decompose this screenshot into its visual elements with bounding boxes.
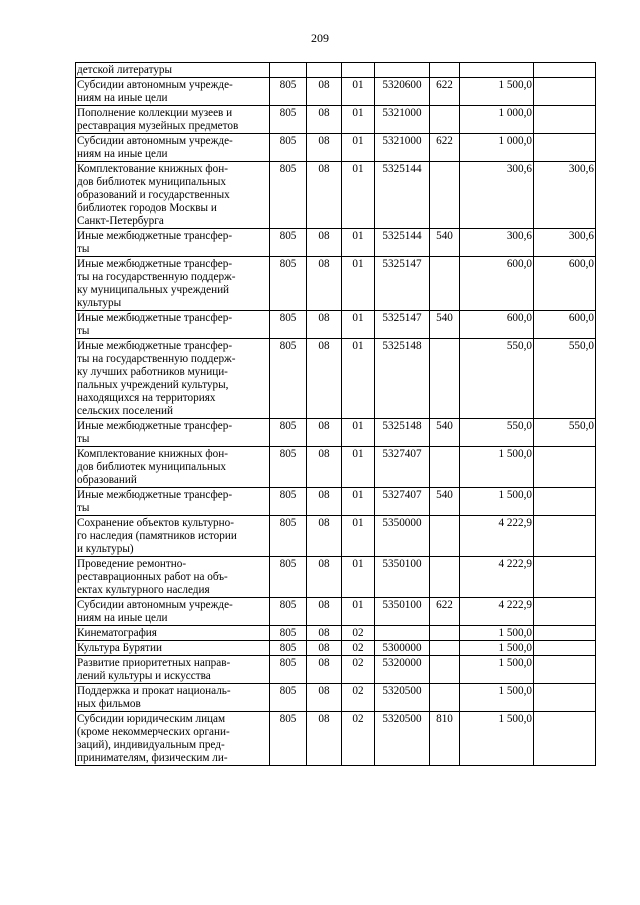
- federal-funds-cell: [534, 712, 596, 766]
- target-item-cell: [375, 63, 430, 78]
- target-item-cell: 5350000: [375, 516, 430, 557]
- amount-cell: 550,0: [460, 419, 534, 447]
- table-row: [76, 557, 596, 598]
- expense-type-cell: [430, 447, 460, 488]
- item-name-line: Комплектование книжных фон-: [77, 163, 228, 175]
- page-number: 209: [311, 31, 329, 45]
- amount-cell: 1 500,0: [460, 684, 534, 712]
- target-item-cell: [375, 626, 430, 641]
- federal-funds-cell: [534, 63, 596, 78]
- target-item-cell: 5321000: [375, 106, 430, 134]
- item-name-line: Иные межбюджетные трансфер-: [77, 340, 233, 352]
- amount-cell: [460, 63, 534, 78]
- amount-cell: 550,0: [460, 339, 534, 419]
- amount-cell: 1 500,0: [460, 656, 534, 684]
- item-name-cell: [76, 684, 270, 712]
- ministry-code-cell: 805: [270, 684, 307, 712]
- target-item-cell: 5327407: [375, 447, 430, 488]
- section-code-cell: 08: [307, 419, 342, 447]
- ministry-code-cell: 805: [270, 106, 307, 134]
- item-name-line: ных фильмов: [77, 698, 141, 710]
- item-name-cell: [76, 78, 270, 106]
- ministry-code-cell: 805: [270, 257, 307, 311]
- expense-type-cell: [430, 641, 460, 656]
- amount-cell: 300,6: [460, 162, 534, 229]
- item-name-line: Субсидии юридическим лицам: [77, 713, 226, 725]
- subsection-code-cell: 01: [342, 557, 375, 598]
- expense-type-cell: 540: [430, 229, 460, 257]
- item-name-line: образований и государственных: [77, 189, 230, 201]
- target-item-cell: 5325148: [375, 419, 430, 447]
- table-row: [76, 257, 596, 311]
- table-row: [76, 598, 596, 626]
- federal-funds-cell: [534, 106, 596, 134]
- item-name-line: Санкт-Петербурга: [77, 215, 164, 227]
- federal-funds-cell: 600,0: [534, 311, 596, 339]
- expense-type-cell: [430, 656, 460, 684]
- amount-cell: 1 500,0: [460, 626, 534, 641]
- item-name-line: Кинематография: [77, 627, 157, 639]
- subsection-code-cell: 02: [342, 626, 375, 641]
- target-item-cell: 5320600: [375, 78, 430, 106]
- ministry-code-cell: 805: [270, 488, 307, 516]
- item-name-line: библиотек городов Москвы и: [77, 202, 217, 214]
- item-name-line: ниям на иные цели: [77, 612, 168, 624]
- ministry-code-cell: 805: [270, 516, 307, 557]
- item-name-line: ниям на иные цели: [77, 92, 168, 104]
- subsection-code-cell: 01: [342, 488, 375, 516]
- ministry-code-cell: 805: [270, 641, 307, 656]
- item-name-line: ты: [77, 243, 90, 255]
- target-item-cell: 5350100: [375, 598, 430, 626]
- section-code-cell: 08: [307, 339, 342, 419]
- subsection-code-cell: 01: [342, 447, 375, 488]
- ministry-code-cell: 805: [270, 447, 307, 488]
- subsection-code-cell: 02: [342, 641, 375, 656]
- federal-funds-cell: 550,0: [534, 419, 596, 447]
- item-name-cell: [76, 162, 270, 229]
- target-item-cell: 5350100: [375, 557, 430, 598]
- table-row: [76, 106, 596, 134]
- item-name-line: культуры: [77, 297, 122, 309]
- section-code-cell: 08: [307, 488, 342, 516]
- federal-funds-cell: [534, 78, 596, 106]
- table-row: [76, 78, 596, 106]
- expense-type-cell: [430, 339, 460, 419]
- expense-type-cell: [430, 106, 460, 134]
- item-name-line: принимателям, физическим ли-: [77, 752, 228, 764]
- expense-type-cell: 810: [430, 712, 460, 766]
- subsection-code-cell: 01: [342, 106, 375, 134]
- item-name-cell: [76, 516, 270, 557]
- subsection-code-cell: 02: [342, 656, 375, 684]
- item-name-cell: [76, 134, 270, 162]
- federal-funds-cell: [534, 684, 596, 712]
- amount-cell: 1 500,0: [460, 488, 534, 516]
- item-name-line: Проведение ремонтно-: [77, 558, 187, 570]
- item-name-line: образований: [77, 474, 137, 486]
- table-row: [76, 641, 596, 656]
- table-row: [76, 419, 596, 447]
- item-name-line: находящихся на территориях: [77, 392, 216, 404]
- item-name-line: Пополнение коллекции музеев и: [77, 107, 233, 119]
- section-code-cell: 08: [307, 134, 342, 162]
- target-item-cell: 5320500: [375, 712, 430, 766]
- table-row: [76, 162, 596, 229]
- amount-cell: 1 500,0: [460, 447, 534, 488]
- section-code-cell: 08: [307, 641, 342, 656]
- item-name-line: ку лучших работников муници-: [77, 366, 228, 378]
- item-name-line: детской литературы: [77, 64, 173, 76]
- target-item-cell: 5325148: [375, 339, 430, 419]
- amount-cell: 1 000,0: [460, 106, 534, 134]
- ministry-code-cell: 805: [270, 229, 307, 257]
- subsection-code-cell: 01: [342, 162, 375, 229]
- section-code-cell: 08: [307, 311, 342, 339]
- item-name-cell: [76, 311, 270, 339]
- section-code-cell: 08: [307, 557, 342, 598]
- table-row: [76, 229, 596, 257]
- item-name-line: Сохранение объектов культурно-: [77, 517, 234, 529]
- item-name-line: го наследия (памятников истории: [77, 530, 237, 542]
- target-item-cell: 5327407: [375, 488, 430, 516]
- table-row: [76, 63, 596, 78]
- ministry-code-cell: [270, 63, 307, 78]
- section-code-cell: 08: [307, 516, 342, 557]
- section-code-cell: 08: [307, 78, 342, 106]
- table-row: [76, 339, 596, 419]
- expense-type-cell: 540: [430, 311, 460, 339]
- item-name-line: Субсидии автономным учрежде-: [77, 79, 233, 91]
- expense-type-cell: 540: [430, 419, 460, 447]
- target-item-cell: 5321000: [375, 134, 430, 162]
- amount-cell: 1 500,0: [460, 78, 534, 106]
- target-item-cell: 5320500: [375, 684, 430, 712]
- federal-funds-cell: [534, 447, 596, 488]
- ministry-code-cell: 805: [270, 557, 307, 598]
- item-name-cell: [76, 257, 270, 311]
- item-name-line: ты: [77, 325, 90, 337]
- federal-funds-cell: 550,0: [534, 339, 596, 419]
- target-item-cell: 5325147: [375, 257, 430, 311]
- amount-cell: 600,0: [460, 311, 534, 339]
- subsection-code-cell: 01: [342, 229, 375, 257]
- section-code-cell: 08: [307, 257, 342, 311]
- item-name-line: Комплектование книжных фон-: [77, 448, 228, 460]
- section-code-cell: 08: [307, 712, 342, 766]
- subsection-code-cell: 01: [342, 598, 375, 626]
- table-row: [76, 488, 596, 516]
- subsection-code-cell: 01: [342, 78, 375, 106]
- subsection-code-cell: 01: [342, 257, 375, 311]
- item-name-line: (кроме некоммерческих органи-: [77, 726, 230, 738]
- federal-funds-cell: [534, 488, 596, 516]
- amount-cell: 1 000,0: [460, 134, 534, 162]
- ministry-code-cell: 805: [270, 134, 307, 162]
- ministry-code-cell: 805: [270, 419, 307, 447]
- item-name-line: дов библиотек муниципальных: [77, 461, 227, 473]
- ministry-code-cell: 805: [270, 656, 307, 684]
- target-item-cell: 5300000: [375, 641, 430, 656]
- item-name-cell: [76, 63, 270, 78]
- ministry-code-cell: 805: [270, 339, 307, 419]
- item-name-cell: [76, 447, 270, 488]
- item-name-line: Субсидии автономным учрежде-: [77, 135, 233, 147]
- amount-cell: 4 222,9: [460, 598, 534, 626]
- federal-funds-cell: [534, 516, 596, 557]
- section-code-cell: 08: [307, 447, 342, 488]
- item-name-line: и культуры): [77, 543, 134, 555]
- item-name-line: Иные межбюджетные трансфер-: [77, 489, 233, 501]
- item-name-line: ниям на иные цели: [77, 148, 168, 160]
- table-row: [76, 134, 596, 162]
- item-name-line: ты: [77, 433, 90, 445]
- amount-cell: 4 222,9: [460, 557, 534, 598]
- item-name-cell: [76, 626, 270, 641]
- subsection-code-cell: 02: [342, 684, 375, 712]
- ministry-code-cell: 805: [270, 712, 307, 766]
- item-name-line: ты на государственную поддерж-: [77, 353, 236, 365]
- federal-funds-cell: [534, 656, 596, 684]
- federal-funds-cell: 600,0: [534, 257, 596, 311]
- item-name-cell: [76, 229, 270, 257]
- ministry-code-cell: 805: [270, 311, 307, 339]
- table-row: [76, 447, 596, 488]
- item-name-cell: [76, 419, 270, 447]
- item-name-line: ку муниципальных учреждений: [77, 284, 230, 296]
- table-row: [76, 311, 596, 339]
- subsection-code-cell: 02: [342, 712, 375, 766]
- item-name-cell: [76, 339, 270, 419]
- section-code-cell: 08: [307, 106, 342, 134]
- item-name-cell: [76, 598, 270, 626]
- item-name-line: Развитие приоритетных направ-: [77, 657, 231, 669]
- item-name-cell: [76, 557, 270, 598]
- expense-type-cell: [430, 557, 460, 598]
- item-name-line: ты на государственную поддерж-: [77, 271, 236, 283]
- item-name-line: Иные межбюджетные трансфер-: [77, 420, 233, 432]
- expense-type-cell: [430, 626, 460, 641]
- amount-cell: 1 500,0: [460, 712, 534, 766]
- budget-table: [75, 62, 596, 766]
- table-row: [76, 626, 596, 641]
- ministry-code-cell: 805: [270, 626, 307, 641]
- item-name-line: реставрационных работ на объ-: [77, 571, 228, 583]
- section-code-cell: 08: [307, 626, 342, 641]
- ministry-code-cell: 805: [270, 598, 307, 626]
- item-name-line: Субсидии автономным учрежде-: [77, 599, 233, 611]
- amount-cell: 4 222,9: [460, 516, 534, 557]
- item-name-cell: [76, 106, 270, 134]
- expense-type-cell: 622: [430, 78, 460, 106]
- item-name-line: лений культуры и искусства: [77, 670, 211, 682]
- amount-cell: 300,6: [460, 229, 534, 257]
- item-name-line: Иные межбюджетные трансфер-: [77, 230, 233, 242]
- item-name-cell: [76, 712, 270, 766]
- federal-funds-cell: [534, 598, 596, 626]
- item-name-line: заций), индивидуальным пред-: [77, 739, 225, 751]
- section-code-cell: 08: [307, 656, 342, 684]
- table-row: [76, 684, 596, 712]
- section-code-cell: 08: [307, 229, 342, 257]
- item-name-line: сельских поселений: [77, 405, 173, 417]
- expense-type-cell: [430, 63, 460, 78]
- target-item-cell: 5325147: [375, 311, 430, 339]
- section-code-cell: 08: [307, 598, 342, 626]
- amount-cell: 1 500,0: [460, 641, 534, 656]
- expense-type-cell: 622: [430, 134, 460, 162]
- item-name-cell: [76, 488, 270, 516]
- target-item-cell: 5320000: [375, 656, 430, 684]
- subsection-code-cell: [342, 63, 375, 78]
- item-name-line: Культура Бурятии: [77, 642, 163, 654]
- item-name-line: Иные межбюджетные трансфер-: [77, 312, 233, 324]
- subsection-code-cell: 01: [342, 311, 375, 339]
- item-name-line: реставрация музейных предметов: [77, 120, 239, 132]
- expense-type-cell: [430, 684, 460, 712]
- federal-funds-cell: 300,6: [534, 162, 596, 229]
- item-name-line: ты: [77, 502, 90, 514]
- expense-type-cell: 622: [430, 598, 460, 626]
- section-code-cell: 08: [307, 684, 342, 712]
- item-name-line: дов библиотек муниципальных: [77, 176, 227, 188]
- federal-funds-cell: [534, 626, 596, 641]
- item-name-line: ектах культурного наследия: [77, 584, 210, 596]
- federal-funds-cell: 300,6: [534, 229, 596, 257]
- target-item-cell: 5325144: [375, 229, 430, 257]
- ministry-code-cell: 805: [270, 162, 307, 229]
- federal-funds-cell: [534, 641, 596, 656]
- expense-type-cell: [430, 516, 460, 557]
- item-name-line: Иные межбюджетные трансфер-: [77, 258, 233, 270]
- table-row: [76, 516, 596, 557]
- section-code-cell: [307, 63, 342, 78]
- expense-type-cell: [430, 162, 460, 229]
- expense-type-cell: 540: [430, 488, 460, 516]
- item-name-line: Поддержка и прокат националь-: [77, 685, 231, 697]
- amount-cell: 600,0: [460, 257, 534, 311]
- table-row: [76, 712, 596, 766]
- item-name-line: пальных учреждений культуры,: [77, 379, 229, 391]
- section-code-cell: 08: [307, 162, 342, 229]
- subsection-code-cell: 01: [342, 419, 375, 447]
- subsection-code-cell: 01: [342, 516, 375, 557]
- item-name-cell: [76, 656, 270, 684]
- item-name-cell: [76, 641, 270, 656]
- ministry-code-cell: 805: [270, 78, 307, 106]
- subsection-code-cell: 01: [342, 134, 375, 162]
- subsection-code-cell: 01: [342, 339, 375, 419]
- federal-funds-cell: [534, 557, 596, 598]
- federal-funds-cell: [534, 134, 596, 162]
- expense-type-cell: [430, 257, 460, 311]
- table-row: [76, 656, 596, 684]
- target-item-cell: 5325144: [375, 162, 430, 229]
